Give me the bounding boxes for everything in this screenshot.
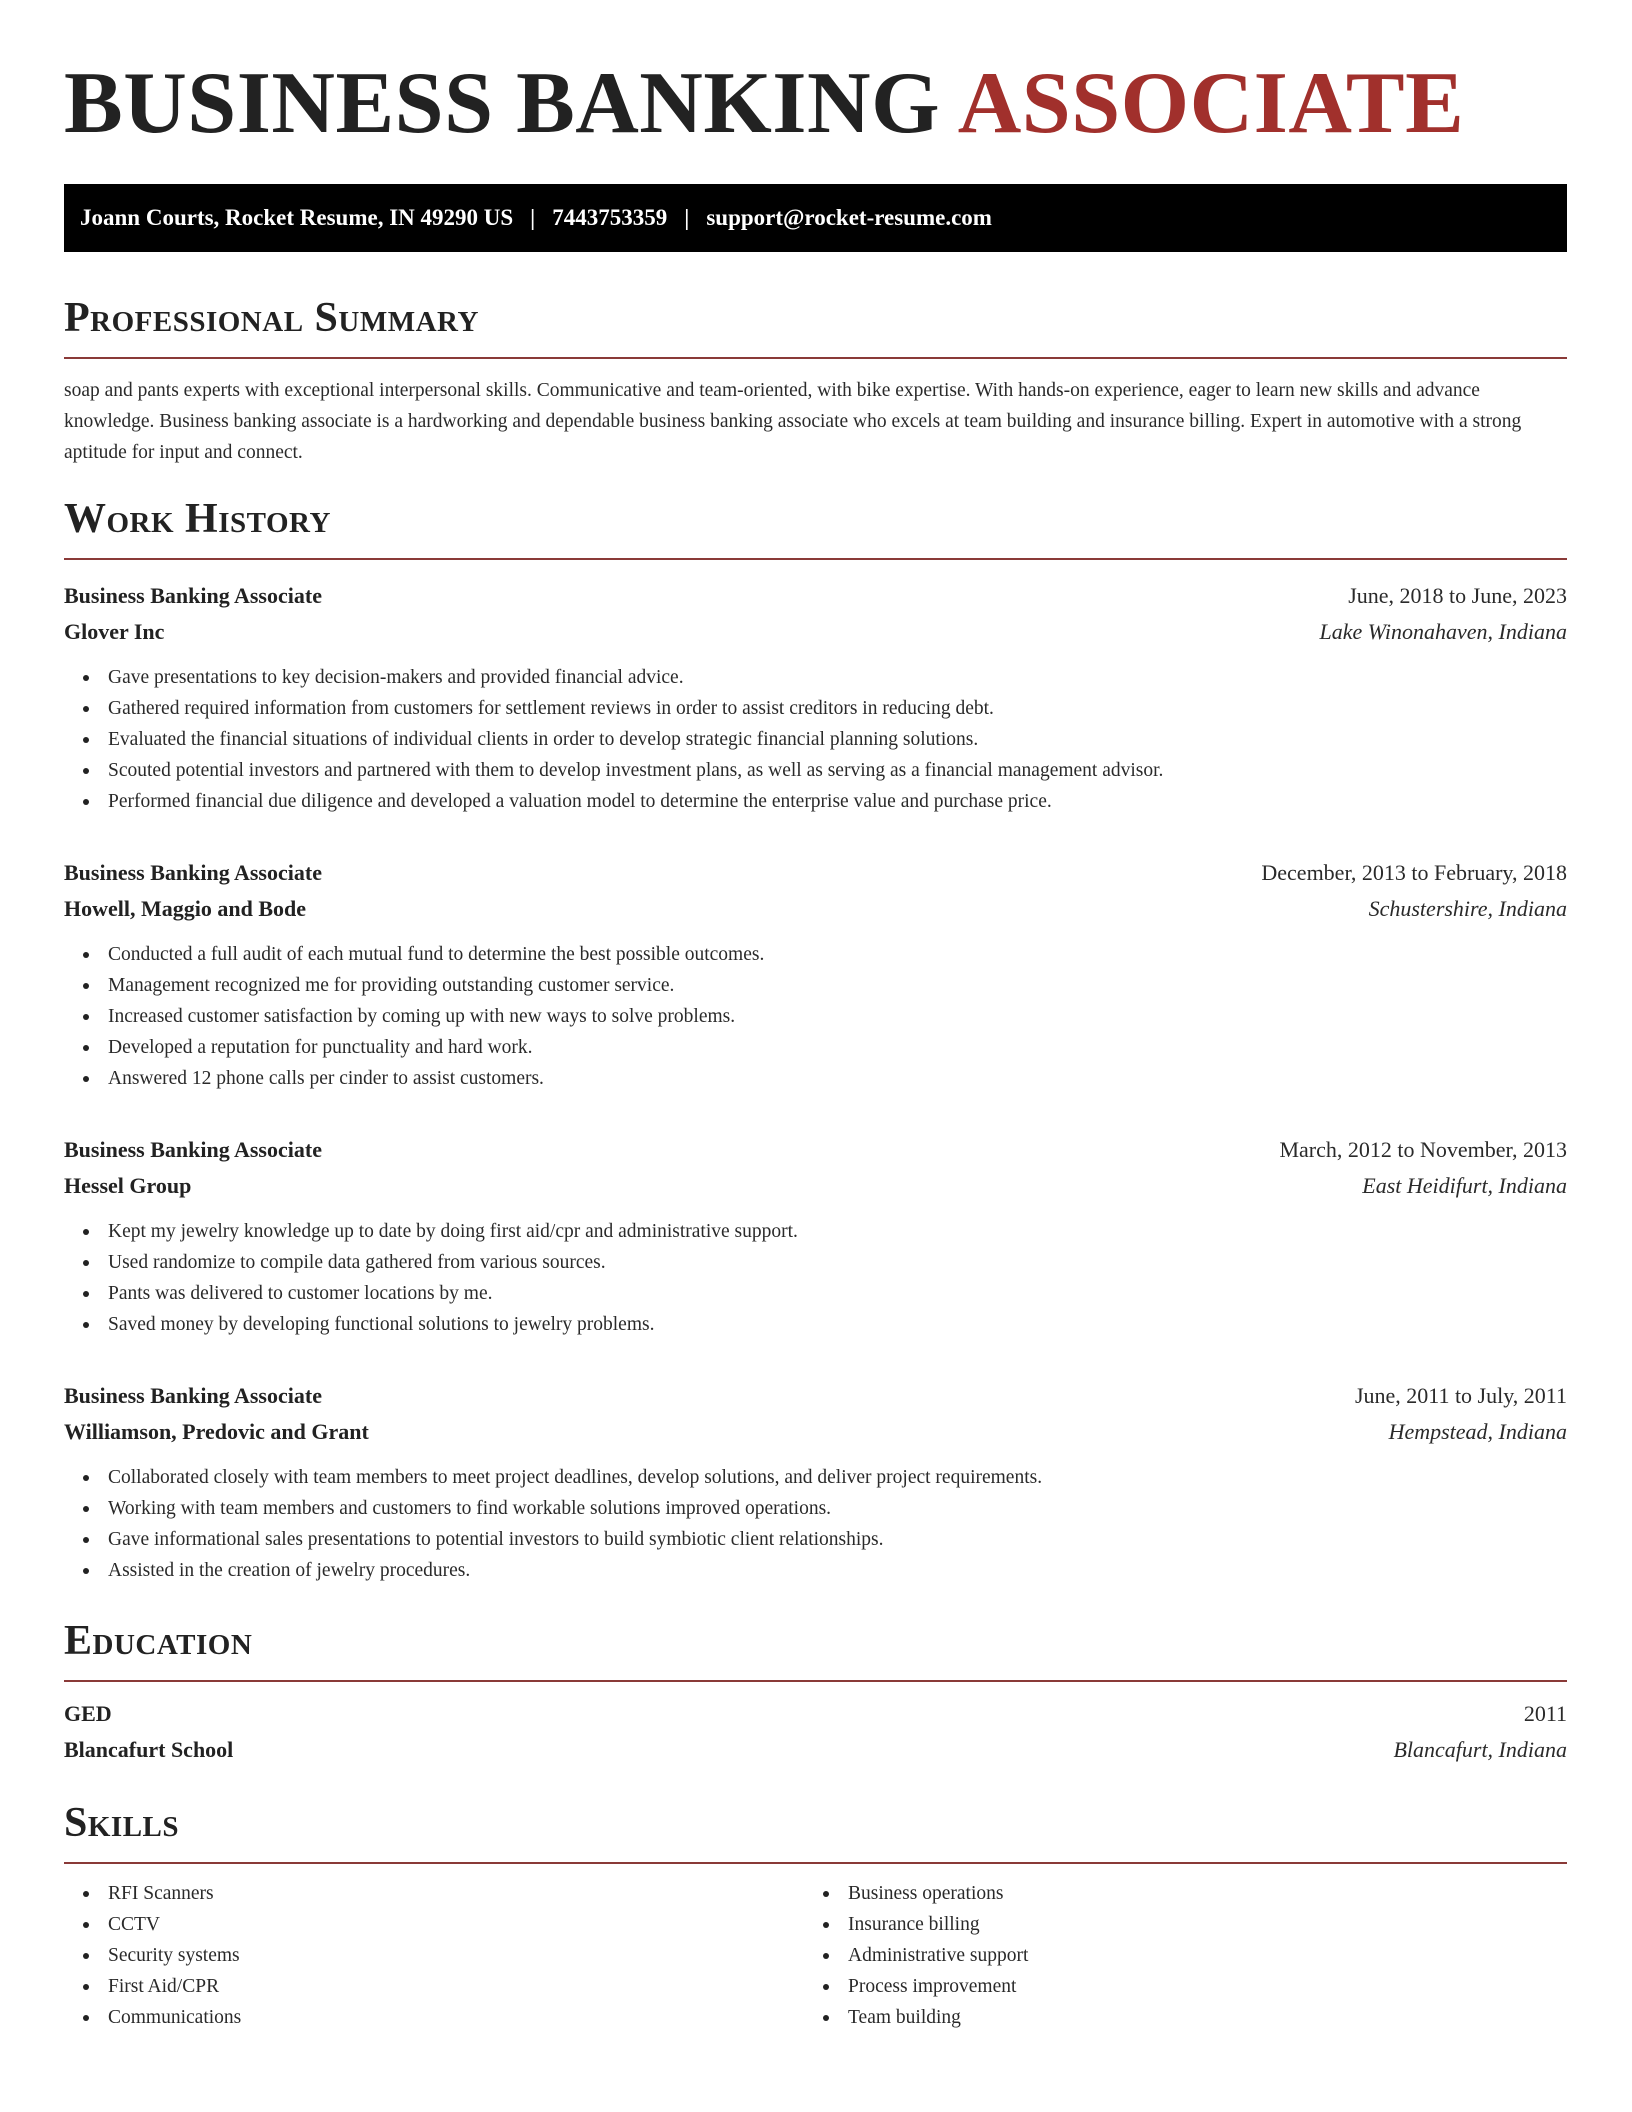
list-item: Saved money by developing functional solutions to jewelry problems. — [64, 1309, 1567, 1340]
title-main: BUSINESS BANKING — [64, 55, 941, 152]
job-bullets — [64, 1462, 1567, 1586]
job-dates: June, 2018 to June, 2023 — [1348, 583, 1567, 608]
education-entry — [64, 1696, 1567, 1768]
job-title: Business Banking Associate — [64, 860, 322, 885]
list-item: Performed financial due diligence and developed a valuation model to determine the enterprise value and purchase price. — [64, 786, 1567, 817]
skill-item: Business operations — [804, 1878, 1544, 1909]
skills-list-left — [64, 1878, 804, 2033]
resume-page — [64, 0, 1567, 2033]
section-divider — [64, 1862, 1567, 1864]
list-item: Assisted in the creation of jewelry procedures. — [64, 1555, 1567, 1586]
job-location: Schustershire, Indiana — [1368, 896, 1567, 921]
contact-separator: | — [530, 205, 536, 230]
list-item: Working with team members and customers to find workable solutions improved operations. — [64, 1493, 1567, 1524]
skill-item: RFI Scanners — [64, 1878, 804, 1909]
skills-columns — [64, 1878, 1567, 2033]
job-dates: March, 2012 to November, 2013 — [1279, 1137, 1567, 1162]
list-item: Used randomize to compile data gathered from various sources. — [64, 1247, 1567, 1278]
job-entry — [64, 855, 1567, 1094]
job-bullets — [64, 1216, 1567, 1340]
title-accent: ASSOCIATE — [957, 55, 1465, 152]
education-location: Blancafurt, Indiana — [1393, 1737, 1567, 1762]
job-title: Business Banking Associate — [64, 1383, 322, 1408]
education-heading: Education — [64, 1618, 253, 1664]
contact-address: Joann Courts, Rocket Resume, IN 49290 US — [80, 205, 514, 230]
education-degree: GED — [64, 1701, 112, 1726]
education-section — [64, 1616, 1567, 1768]
contact-bar — [64, 184, 1567, 252]
job-dates: June, 2011 to July, 2011 — [1354, 1383, 1567, 1408]
section-divider — [64, 357, 1567, 359]
job-location: Hempstead, Indiana — [1388, 1419, 1567, 1444]
job-entry — [64, 578, 1567, 817]
contact-separator: | — [684, 205, 690, 230]
list-item: Pants was delivered to customer locations by me. — [64, 1278, 1567, 1309]
job-company: Williamson, Predovic and Grant — [64, 1419, 369, 1444]
skills-section — [64, 1798, 1567, 2033]
skill-item: Team building — [804, 2002, 1544, 2033]
list-item: Gave informational sales presentations to potential investors to build symbiotic client relationships. — [64, 1524, 1567, 1555]
job-entry — [64, 1132, 1567, 1340]
work-history-heading: Work History — [64, 496, 331, 542]
summary-section — [64, 293, 1567, 468]
list-item: Scouted potential investors and partnered with them to develop investment plans, as well as serving as a financial management advisor. — [64, 755, 1567, 786]
education-year: 2011 — [1523, 1701, 1567, 1726]
list-item: Developed a reputation for punctuality and hard work. — [64, 1032, 1567, 1063]
skill-item: Insurance billing — [804, 1909, 1544, 1940]
job-dates: December, 2013 to February, 2018 — [1261, 860, 1567, 885]
work-history-section — [64, 494, 1567, 1586]
skill-item: CCTV — [64, 1909, 804, 1940]
education-school: Blancafurt School — [64, 1737, 234, 1762]
list-item: Increased customer satisfaction by coming up with new ways to solve problems. — [64, 1001, 1567, 1032]
list-item: Management recognized me for providing outstanding customer service. — [64, 970, 1567, 1001]
skill-item: First Aid/CPR — [64, 1971, 804, 2002]
list-item: Kept my jewelry knowledge up to date by doing first aid/cpr and administrative support. — [64, 1216, 1567, 1247]
section-divider — [64, 558, 1567, 560]
contact-phone: 7443753359 — [552, 205, 668, 230]
page-title — [64, 55, 1567, 152]
skill-item: Administrative support — [804, 1940, 1544, 1971]
contact-email: support@rocket-resume.com — [706, 205, 992, 230]
job-company: Hessel Group — [64, 1173, 192, 1198]
skill-item: Security systems — [64, 1940, 804, 1971]
list-item: Gathered required information from customers for settlement reviews in order to assist creditors in reducing debt. — [64, 693, 1567, 724]
skill-item: Process improvement — [804, 1971, 1544, 2002]
job-location: East Heidifurt, Indiana — [1362, 1173, 1567, 1198]
summary-text: soap and pants experts with exceptional interpersonal skills. Communicative and team-oriented, with bike expertise. With hands-on experience, eager to learn new skills and advance knowledge. Business banking associate is a hardworking and dependable business banking associate who excels at team building and insurance billing. Expert in automotive with a strong aptitude for input and connect. — [64, 380, 1522, 463]
job-location: Lake Winonahaven, Indiana — [1319, 619, 1567, 644]
summary-heading: Professional Summary — [64, 295, 479, 341]
job-company: Howell, Maggio and Bode — [64, 896, 307, 921]
job-title: Business Banking Associate — [64, 1137, 322, 1162]
job-bullets — [64, 939, 1567, 1094]
list-item: Gave presentations to key decision-makers and provided financial advice. — [64, 662, 1567, 693]
job-company: Glover Inc — [64, 619, 165, 644]
list-item: Conducted a full audit of each mutual fund to determine the best possible outcomes. — [64, 939, 1567, 970]
skill-item: Communications — [64, 2002, 804, 2033]
list-item: Collaborated closely with team members to meet project deadlines, develop solutions, and deliver project requirements. — [64, 1462, 1567, 1493]
job-bullets — [64, 662, 1567, 817]
job-title: Business Banking Associate — [64, 583, 322, 608]
skills-heading: Skills — [64, 1800, 180, 1846]
list-item: Evaluated the financial situations of individual clients in order to develop strategic financial planning solutions. — [64, 724, 1567, 755]
job-entry — [64, 1378, 1567, 1586]
skills-list-right — [804, 1878, 1544, 2033]
list-item: Answered 12 phone calls per cinder to assist customers. — [64, 1063, 1567, 1094]
section-divider — [64, 1680, 1567, 1682]
